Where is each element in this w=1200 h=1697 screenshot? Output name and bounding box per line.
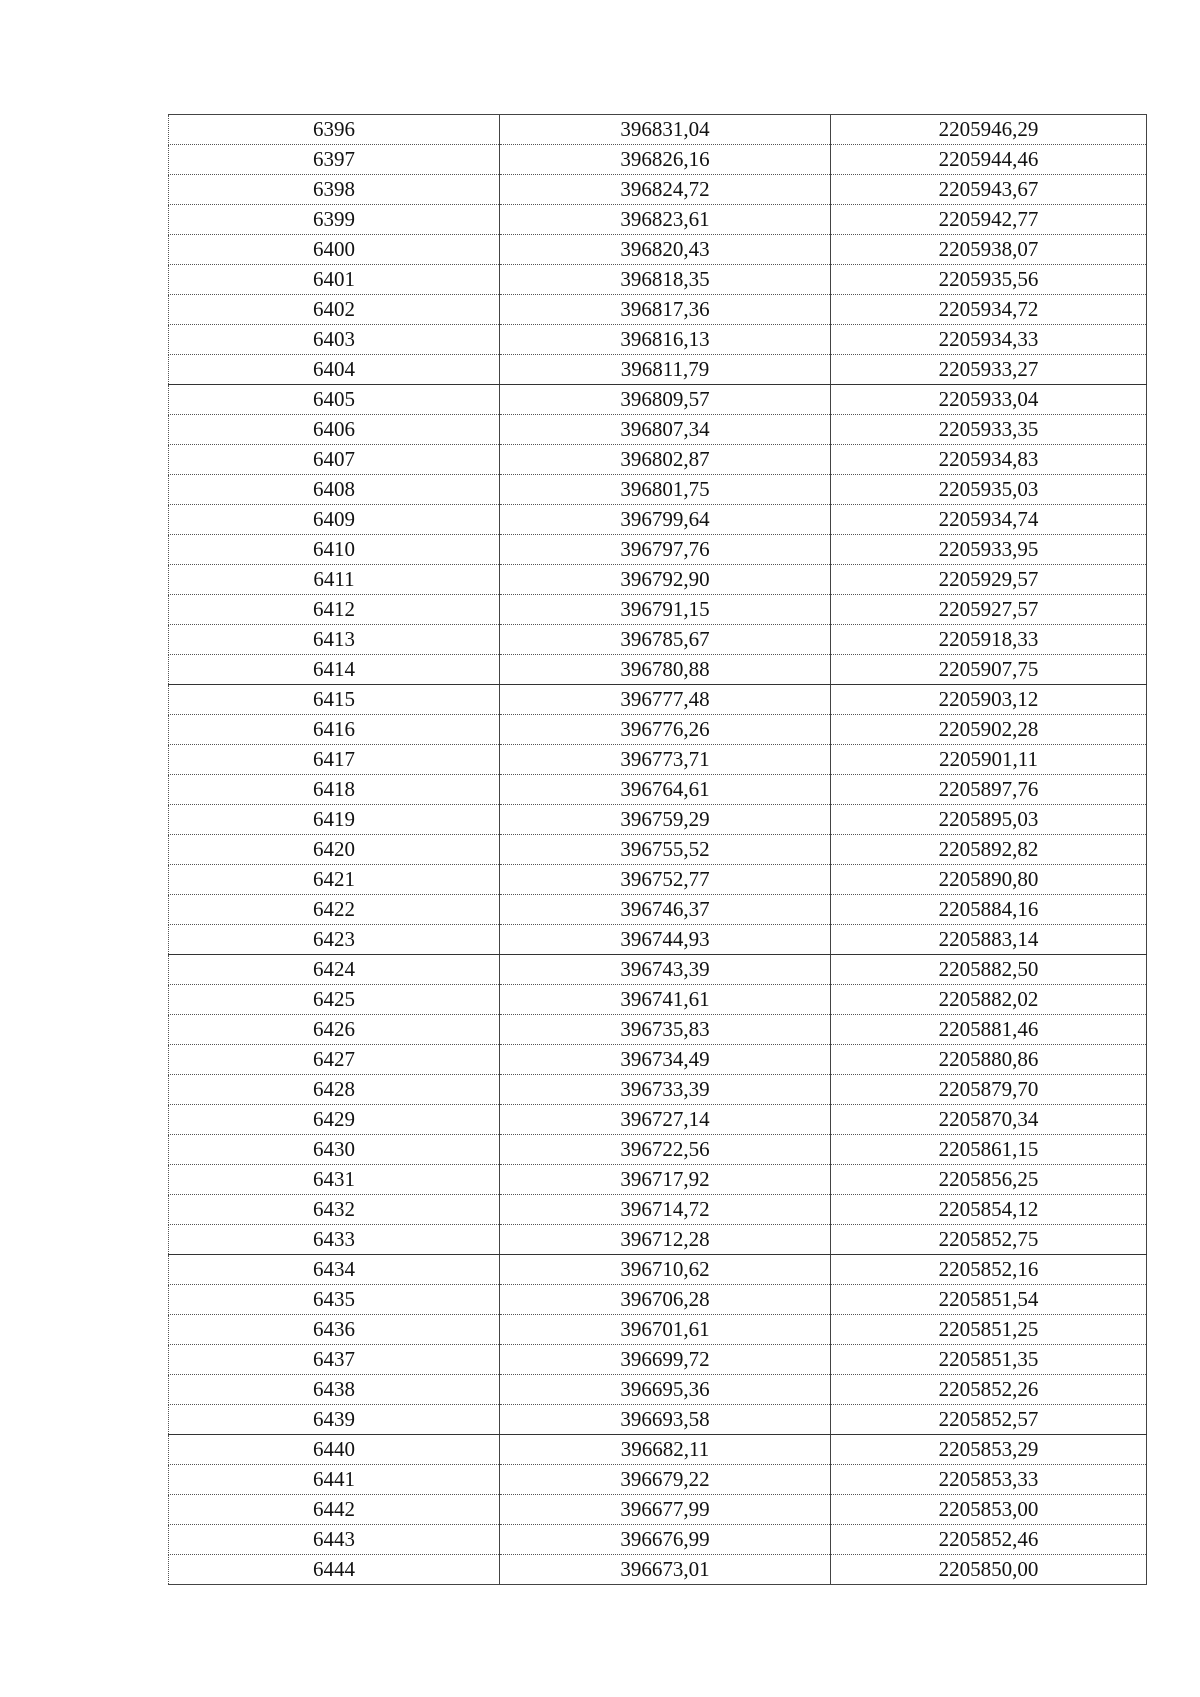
x-coordinate-cell: 396792,90: [500, 565, 831, 595]
y-coordinate-cell: 2205850,00: [831, 1555, 1147, 1585]
table-row: [169, 325, 1147, 355]
point-number-cell: 6421: [169, 865, 500, 895]
table-row: [169, 1285, 1147, 1315]
table-row: [169, 625, 1147, 655]
table-row: [169, 295, 1147, 325]
table-row: [169, 505, 1147, 535]
x-coordinate-cell: 396809,57: [500, 385, 831, 415]
point-number-cell: 6433: [169, 1225, 500, 1255]
point-number-cell: 6404: [169, 355, 500, 385]
table-row: [169, 145, 1147, 175]
y-coordinate-cell: 2205943,67: [831, 175, 1147, 205]
table-row: [169, 1315, 1147, 1345]
point-number-cell: 6437: [169, 1345, 500, 1375]
x-coordinate-cell: 396826,16: [500, 145, 831, 175]
y-coordinate-cell: 2205870,34: [831, 1105, 1147, 1135]
y-coordinate-cell: 2205853,33: [831, 1465, 1147, 1495]
x-coordinate-cell: 396801,75: [500, 475, 831, 505]
x-coordinate-cell: 396706,28: [500, 1285, 831, 1315]
point-number-cell: 6436: [169, 1315, 500, 1345]
table-row: [169, 1555, 1147, 1585]
point-number-cell: 6408: [169, 475, 500, 505]
x-coordinate-cell: 396824,72: [500, 175, 831, 205]
y-coordinate-cell: 2205934,74: [831, 505, 1147, 535]
x-coordinate-cell: 396791,15: [500, 595, 831, 625]
table-row: [169, 445, 1147, 475]
table-row: [169, 205, 1147, 235]
y-coordinate-cell: 2205897,76: [831, 775, 1147, 805]
x-coordinate-cell: 396759,29: [500, 805, 831, 835]
table-row: [169, 1345, 1147, 1375]
x-coordinate-cell: 396777,48: [500, 685, 831, 715]
x-coordinate-cell: 396752,77: [500, 865, 831, 895]
y-coordinate-cell: 2205854,12: [831, 1195, 1147, 1225]
table-row: [169, 865, 1147, 895]
point-number-cell: 6412: [169, 595, 500, 625]
x-coordinate-cell: 396820,43: [500, 235, 831, 265]
y-coordinate-cell: 2205892,82: [831, 835, 1147, 865]
x-coordinate-cell: 396744,93: [500, 925, 831, 955]
y-coordinate-cell: 2205852,75: [831, 1225, 1147, 1255]
y-coordinate-cell: 2205918,33: [831, 625, 1147, 655]
x-coordinate-cell: 396699,72: [500, 1345, 831, 1375]
table-row: [169, 655, 1147, 685]
point-number-cell: 6403: [169, 325, 500, 355]
table-row: [169, 1255, 1147, 1285]
point-number-cell: 6406: [169, 415, 500, 445]
table-row: [169, 265, 1147, 295]
table-row: [169, 1495, 1147, 1525]
y-coordinate-cell: 2205852,16: [831, 1255, 1147, 1285]
x-coordinate-cell: 396823,61: [500, 205, 831, 235]
table-row: [169, 415, 1147, 445]
point-number-cell: 6405: [169, 385, 500, 415]
y-coordinate-cell: 2205856,25: [831, 1165, 1147, 1195]
y-coordinate-cell: 2205890,80: [831, 865, 1147, 895]
x-coordinate-cell: 396733,39: [500, 1075, 831, 1105]
y-coordinate-cell: 2205933,95: [831, 535, 1147, 565]
x-coordinate-cell: 396677,99: [500, 1495, 831, 1525]
table-row: [169, 715, 1147, 745]
table-row: [169, 1525, 1147, 1555]
y-coordinate-cell: 2205884,16: [831, 895, 1147, 925]
y-coordinate-cell: 2205935,03: [831, 475, 1147, 505]
table-row: [169, 1105, 1147, 1135]
table-row: [169, 1195, 1147, 1225]
x-coordinate-cell: 396746,37: [500, 895, 831, 925]
point-number-cell: 6427: [169, 1045, 500, 1075]
table-row: [169, 475, 1147, 505]
table-row: [169, 1045, 1147, 1075]
y-coordinate-cell: 2205852,26: [831, 1375, 1147, 1405]
x-coordinate-cell: 396817,36: [500, 295, 831, 325]
y-coordinate-cell: 2205942,77: [831, 205, 1147, 235]
y-coordinate-cell: 2205861,15: [831, 1135, 1147, 1165]
table-row: [169, 1135, 1147, 1165]
point-number-cell: 6444: [169, 1555, 500, 1585]
point-number-cell: 6422: [169, 895, 500, 925]
table-row: [169, 1435, 1147, 1465]
point-number-cell: 6424: [169, 955, 500, 985]
y-coordinate-cell: 2205935,56: [831, 265, 1147, 295]
y-coordinate-cell: 2205901,11: [831, 745, 1147, 775]
x-coordinate-cell: 396797,76: [500, 535, 831, 565]
x-coordinate-cell: 396811,79: [500, 355, 831, 385]
x-coordinate-cell: 396785,67: [500, 625, 831, 655]
table-row: [169, 535, 1147, 565]
x-coordinate-cell: 396818,35: [500, 265, 831, 295]
point-number-cell: 6410: [169, 535, 500, 565]
y-coordinate-cell: 2205907,75: [831, 655, 1147, 685]
x-coordinate-cell: 396722,56: [500, 1135, 831, 1165]
table-row: [169, 355, 1147, 385]
table-row: [169, 895, 1147, 925]
point-number-cell: 6432: [169, 1195, 500, 1225]
y-coordinate-cell: 2205946,29: [831, 115, 1147, 145]
y-coordinate-cell: 2205880,86: [831, 1045, 1147, 1075]
y-coordinate-cell: 2205852,46: [831, 1525, 1147, 1555]
x-coordinate-cell: 396799,64: [500, 505, 831, 535]
x-coordinate-cell: 396755,52: [500, 835, 831, 865]
point-number-cell: 6399: [169, 205, 500, 235]
point-number-cell: 6435: [169, 1285, 500, 1315]
point-number-cell: 6439: [169, 1405, 500, 1435]
table-row: [169, 1015, 1147, 1045]
point-number-cell: 6400: [169, 235, 500, 265]
y-coordinate-cell: 2205944,46: [831, 145, 1147, 175]
y-coordinate-cell: 2205933,04: [831, 385, 1147, 415]
point-number-cell: 6398: [169, 175, 500, 205]
y-coordinate-cell: 2205934,33: [831, 325, 1147, 355]
point-number-cell: 6419: [169, 805, 500, 835]
x-coordinate-cell: 396776,26: [500, 715, 831, 745]
table-row: [169, 385, 1147, 415]
x-coordinate-cell: 396727,14: [500, 1105, 831, 1135]
y-coordinate-cell: 2205934,83: [831, 445, 1147, 475]
point-number-cell: 6423: [169, 925, 500, 955]
y-coordinate-cell: 2205853,29: [831, 1435, 1147, 1465]
table-row: [169, 835, 1147, 865]
x-coordinate-cell: 396735,83: [500, 1015, 831, 1045]
x-coordinate-cell: 396734,49: [500, 1045, 831, 1075]
point-number-cell: 6416: [169, 715, 500, 745]
table-row: [169, 175, 1147, 205]
table-row: [169, 955, 1147, 985]
y-coordinate-cell: 2205853,00: [831, 1495, 1147, 1525]
y-coordinate-cell: 2205881,46: [831, 1015, 1147, 1045]
y-coordinate-cell: 2205851,35: [831, 1345, 1147, 1375]
x-coordinate-cell: 396714,72: [500, 1195, 831, 1225]
point-number-cell: 6401: [169, 265, 500, 295]
y-coordinate-cell: 2205883,14: [831, 925, 1147, 955]
x-coordinate-cell: 396676,99: [500, 1525, 831, 1555]
x-coordinate-cell: 396816,13: [500, 325, 831, 355]
y-coordinate-cell: 2205903,12: [831, 685, 1147, 715]
x-coordinate-cell: 396693,58: [500, 1405, 831, 1435]
x-coordinate-cell: 396741,61: [500, 985, 831, 1015]
point-number-cell: 6425: [169, 985, 500, 1015]
coordinates-table-body: [169, 115, 1147, 1585]
y-coordinate-cell: 2205938,07: [831, 235, 1147, 265]
y-coordinate-cell: 2205895,03: [831, 805, 1147, 835]
x-coordinate-cell: 396701,61: [500, 1315, 831, 1345]
point-number-cell: 6409: [169, 505, 500, 535]
point-number-cell: 6443: [169, 1525, 500, 1555]
point-number-cell: 6434: [169, 1255, 500, 1285]
table-row: [169, 1405, 1147, 1435]
y-coordinate-cell: 2205882,50: [831, 955, 1147, 985]
point-number-cell: 6438: [169, 1375, 500, 1405]
point-number-cell: 6407: [169, 445, 500, 475]
x-coordinate-cell: 396717,92: [500, 1165, 831, 1195]
table-row: [169, 595, 1147, 625]
point-number-cell: 6414: [169, 655, 500, 685]
point-number-cell: 6411: [169, 565, 500, 595]
point-number-cell: 6397: [169, 145, 500, 175]
point-number-cell: 6430: [169, 1135, 500, 1165]
y-coordinate-cell: 2205852,57: [831, 1405, 1147, 1435]
table-row: [169, 925, 1147, 955]
x-coordinate-cell: 396780,88: [500, 655, 831, 685]
table-row: [169, 775, 1147, 805]
point-number-cell: 6420: [169, 835, 500, 865]
y-coordinate-cell: 2205927,57: [831, 595, 1147, 625]
x-coordinate-cell: 396679,22: [500, 1465, 831, 1495]
x-coordinate-cell: 396710,62: [500, 1255, 831, 1285]
x-coordinate-cell: 396764,61: [500, 775, 831, 805]
table-row: [169, 985, 1147, 1015]
x-coordinate-cell: 396673,01: [500, 1555, 831, 1585]
point-number-cell: 6441: [169, 1465, 500, 1495]
coordinates-table: [168, 114, 1147, 1585]
x-coordinate-cell: 396807,34: [500, 415, 831, 445]
y-coordinate-cell: 2205934,72: [831, 295, 1147, 325]
point-number-cell: 6442: [169, 1495, 500, 1525]
x-coordinate-cell: 396773,71: [500, 745, 831, 775]
table-row: [169, 115, 1147, 145]
y-coordinate-cell: 2205933,35: [831, 415, 1147, 445]
point-number-cell: 6415: [169, 685, 500, 715]
y-coordinate-cell: 2205902,28: [831, 715, 1147, 745]
table-row: [169, 805, 1147, 835]
point-number-cell: 6431: [169, 1165, 500, 1195]
table-row: [169, 1465, 1147, 1495]
x-coordinate-cell: 396695,36: [500, 1375, 831, 1405]
point-number-cell: 6417: [169, 745, 500, 775]
y-coordinate-cell: 2205933,27: [831, 355, 1147, 385]
point-number-cell: 6402: [169, 295, 500, 325]
x-coordinate-cell: 396831,04: [500, 115, 831, 145]
point-number-cell: 6428: [169, 1075, 500, 1105]
x-coordinate-cell: 396802,87: [500, 445, 831, 475]
y-coordinate-cell: 2205851,54: [831, 1285, 1147, 1315]
x-coordinate-cell: 396682,11: [500, 1435, 831, 1465]
table-row: [169, 565, 1147, 595]
table-row: [169, 685, 1147, 715]
y-coordinate-cell: 2205851,25: [831, 1315, 1147, 1345]
point-number-cell: 6440: [169, 1435, 500, 1465]
y-coordinate-cell: 2205882,02: [831, 985, 1147, 1015]
table-row: [169, 745, 1147, 775]
point-number-cell: 6413: [169, 625, 500, 655]
table-row: [169, 1075, 1147, 1105]
table-row: [169, 235, 1147, 265]
y-coordinate-cell: 2205879,70: [831, 1075, 1147, 1105]
x-coordinate-cell: 396712,28: [500, 1225, 831, 1255]
point-number-cell: 6396: [169, 115, 500, 145]
table-row: [169, 1225, 1147, 1255]
y-coordinate-cell: 2205929,57: [831, 565, 1147, 595]
point-number-cell: 6429: [169, 1105, 500, 1135]
x-coordinate-cell: 396743,39: [500, 955, 831, 985]
point-number-cell: 6426: [169, 1015, 500, 1045]
table-row: [169, 1165, 1147, 1195]
table-row: [169, 1375, 1147, 1405]
point-number-cell: 6418: [169, 775, 500, 805]
